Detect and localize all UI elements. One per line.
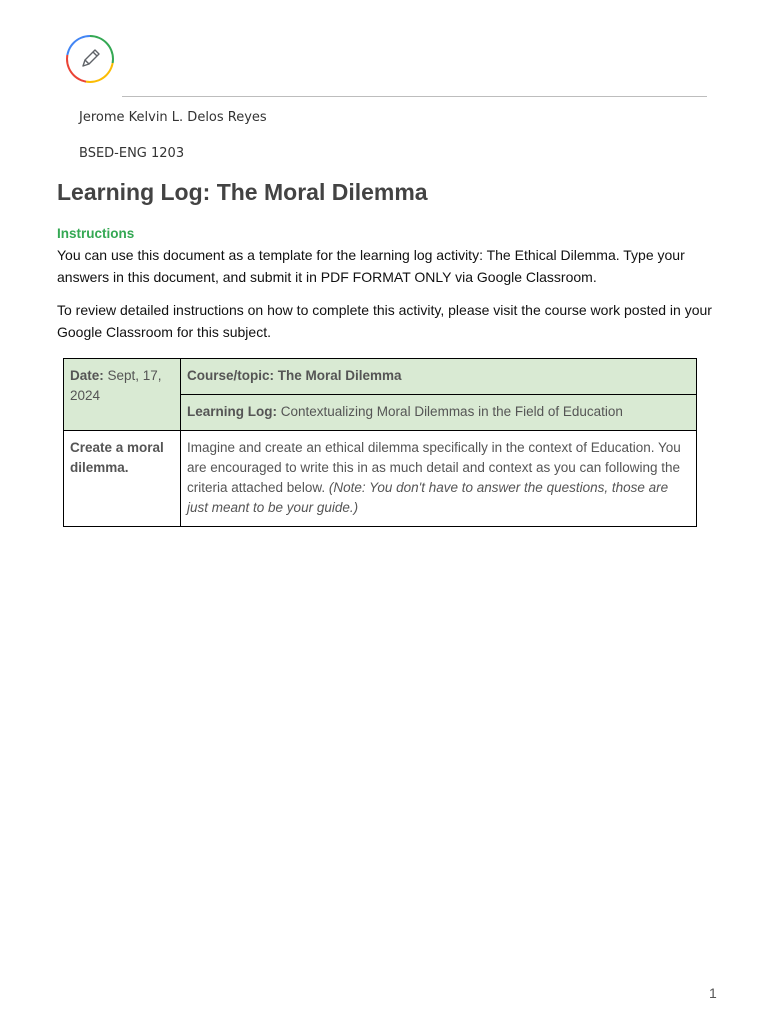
section-code: BSED-ENG 1203 [79, 146, 185, 161]
student-name: Jerome Kelvin L. Delos Reyes [79, 110, 267, 125]
learning-log-value: Contextualizing Moral Dilemmas in the Field of Education [277, 404, 623, 419]
date-label: Date: [70, 368, 104, 383]
learning-log-label: Learning Log: [187, 404, 277, 419]
header-rule [122, 96, 707, 97]
create-dilemma-label-cell [64, 431, 181, 527]
create-dilemma-text: Imagine and create an ethical dilemma specifically in the context of Education. You are encouraged to write this in as much detail and context as you can following the criteria attached below. [187, 440, 681, 495]
date-value: Sept, 17, 2024 [70, 368, 162, 403]
course-topic-cell [181, 359, 697, 395]
create-dilemma-text-cell [181, 431, 697, 527]
course-topic-label: Course/topic: The Moral Dilemma [187, 368, 402, 383]
review-paragraph: To review detailed instructions on how to complete this activity, please visit the course work posted in your Google Classroom for this subject. [57, 302, 712, 340]
logo [66, 35, 114, 83]
learning-log-cell [181, 395, 697, 431]
instructions-heading: Instructions [57, 226, 135, 241]
date-cell [64, 359, 181, 431]
instructions-paragraph: You can use this document as a template for the learning log activity: The Ethical Dilemma. Type your answers in this document, and submit it in PDF FORMAT ONLY via Google Classroom. [57, 247, 685, 285]
create-dilemma-note: (Note: You don't have to answer the questions, those are just meant to be your guide.) [187, 480, 669, 515]
learning-log-table [63, 358, 697, 527]
page-title: Learning Log: The Moral Dilemma [57, 179, 428, 205]
pencil-icon [77, 46, 103, 72]
page-number: 1 [709, 985, 717, 1001]
create-dilemma-label: Create a moral dilemma. [70, 440, 164, 475]
